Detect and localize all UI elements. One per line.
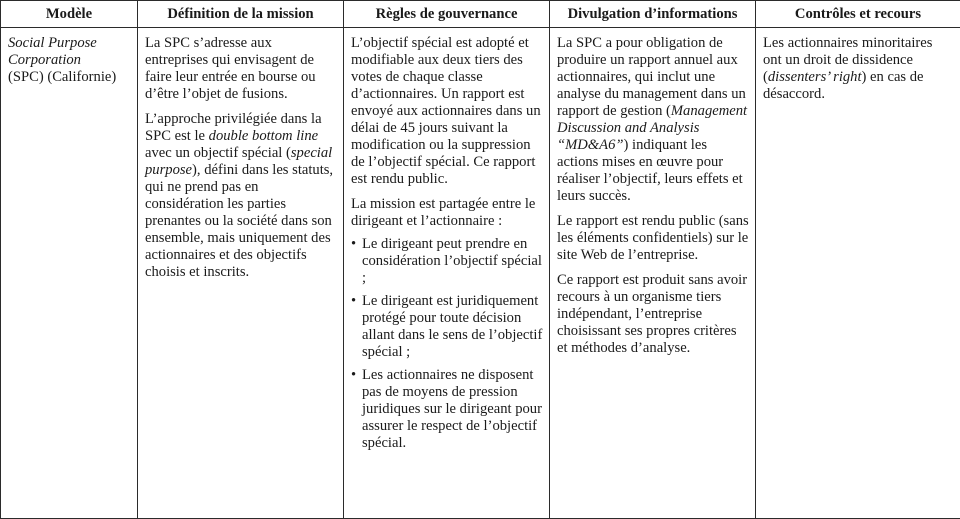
header-row [1,1,960,28]
model-name-italic: Social Purpose Corporation [8,35,97,68]
cell-controles-recours [756,28,960,519]
disclosure-paragraph-1: La SPC a pour obligation de produire un rapport annuel aux actionnaires, qui inclut une analyse du management dans un rapport de gestion (Management Discussion and Analysis “MD&A6”) indiquant les actions mises en œuvre pour réaliser l’objectif, leurs effets et leurs succès. [557,35,748,204]
cell-divulgation [550,28,756,519]
governance-paragraph-1: L’objectif spécial est adopté et modifiable aux deux tiers des votes de chaque classe d’actionnaires. Un rapport est envoyé aux actionnaires dans un délai de 45 jours suivant la modification ou la suppression de l’objectif spécial. Ce rapport est rendu public. [351,35,541,187]
governance-bullet-list [351,236,543,452]
header-divulgation: Divulgation d’informations [550,1,756,28]
list-item: • Le dirigeant est juridiquement protégé pour toute décision allant dans le sens de l’objectif spécial ; [351,293,543,361]
disclosure-paragraph-2: Le rapport est rendu public (sans les éléments confidentiels) sur le site Web de l’entreprise. [557,213,749,263]
table-row [1,28,960,519]
header-controles-recours: Contrôles et recours [756,1,960,28]
cell-definition-mission [138,28,344,519]
governance-paragraph-2: La mission est partagée entre le dirigeant et l’actionnaire : [351,196,536,229]
mission-paragraph-1: La SPC s’adresse aux entreprises qui envisagent de faire leur entrée en bourse ou d’être l’objet de fusions. [145,35,316,102]
list-item: • Le dirigeant peut prendre en considération l’objectif spécial ; [351,236,543,287]
cell-modele [1,28,138,519]
header-modele: Modèle [1,1,138,28]
header-regles-gouvernance: Règles de gouvernance [344,1,550,28]
controls-paragraph-1: Les actionnaires minoritaires ont un droit de dissidence (dissenters’ right) en cas de désaccord. [763,35,933,102]
disclosure-paragraph-3: Ce rapport est produit sans avoir recours à un organisme tiers indépendant, l’entreprise choisissant ses propres critères et méthodes d’analyse. [557,272,748,356]
mission-paragraph-2: L’approche privilégiée dans la SPC est le double bottom line avec un objectif spécial (special purpose), défini dans les statuts, qui ne prend pas en considération les parties prenantes ou la société dans son ensemble, mais uniquement des actionnaires et des objectifs choisis et inscrits. [145,111,334,280]
list-item: • Les actionnaires ne disposent pas de moyens de pression juridiques sur le dirigeant pour assurer le respect de l’objectif spécial. [351,367,543,452]
cell-regles-gouvernance [344,28,550,519]
model-name-rest: (SPC) (Californie) [8,69,117,85]
header-definition-mission: Définition de la mission [138,1,344,28]
